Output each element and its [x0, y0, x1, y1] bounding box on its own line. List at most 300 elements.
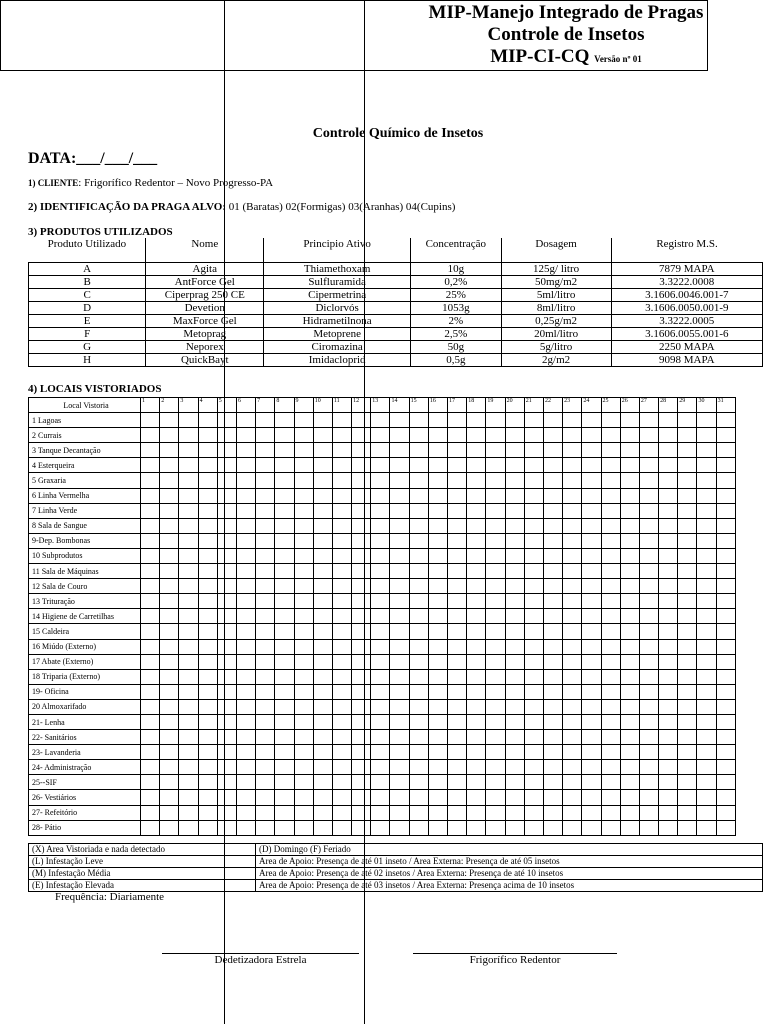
inspection-cell[interactable]	[294, 760, 313, 775]
inspection-cell[interactable]	[467, 624, 486, 639]
inspection-cell[interactable]	[332, 654, 351, 669]
inspection-cell[interactable]	[236, 760, 255, 775]
inspection-cell[interactable]	[236, 684, 255, 699]
inspection-cell[interactable]	[563, 699, 582, 714]
inspection-cell[interactable]	[428, 805, 447, 820]
inspection-cell[interactable]	[716, 775, 735, 790]
inspection-cell[interactable]	[256, 624, 275, 639]
inspection-cell[interactable]	[409, 775, 428, 790]
inspection-cell[interactable]	[601, 624, 620, 639]
inspection-cell[interactable]	[179, 443, 198, 458]
inspection-cell[interactable]	[275, 760, 294, 775]
inspection-cell[interactable]	[601, 745, 620, 760]
inspection-cell[interactable]	[332, 579, 351, 594]
inspection-cell[interactable]	[198, 684, 217, 699]
inspection-cell[interactable]	[697, 745, 716, 760]
inspection-cell[interactable]	[601, 699, 620, 714]
inspection-cell[interactable]	[524, 820, 543, 835]
inspection-cell[interactable]	[352, 790, 371, 805]
inspection-cell[interactable]	[582, 730, 601, 745]
inspection-cell[interactable]	[332, 790, 351, 805]
inspection-cell[interactable]	[352, 458, 371, 473]
inspection-cell[interactable]	[352, 760, 371, 775]
inspection-cell[interactable]	[467, 669, 486, 684]
inspection-cell[interactable]	[371, 443, 390, 458]
inspection-cell[interactable]	[256, 669, 275, 684]
inspection-cell[interactable]	[716, 699, 735, 714]
inspection-cell[interactable]	[486, 684, 505, 699]
inspection-cell[interactable]	[236, 624, 255, 639]
inspection-cell[interactable]	[543, 639, 562, 654]
inspection-cell[interactable]	[160, 609, 179, 624]
inspection-cell[interactable]	[639, 699, 658, 714]
inspection-cell[interactable]	[448, 548, 467, 563]
inspection-cell[interactable]	[582, 699, 601, 714]
inspection-cell[interactable]	[505, 639, 524, 654]
inspection-cell[interactable]	[160, 533, 179, 548]
inspection-cell[interactable]	[217, 639, 236, 654]
inspection-cell[interactable]	[390, 745, 409, 760]
inspection-cell[interactable]	[294, 790, 313, 805]
inspection-cell[interactable]	[198, 443, 217, 458]
inspection-cell[interactable]	[639, 820, 658, 835]
inspection-cell[interactable]	[217, 790, 236, 805]
inspection-cell[interactable]	[409, 609, 428, 624]
inspection-cell[interactable]	[659, 669, 678, 684]
inspection-cell[interactable]	[716, 503, 735, 518]
inspection-cell[interactable]	[371, 639, 390, 654]
inspection-cell[interactable]	[486, 488, 505, 503]
inspection-cell[interactable]	[179, 488, 198, 503]
inspection-cell[interactable]	[467, 760, 486, 775]
inspection-cell[interactable]	[620, 805, 639, 820]
inspection-cell[interactable]	[217, 745, 236, 760]
inspection-cell[interactable]	[620, 654, 639, 669]
inspection-cell[interactable]	[486, 413, 505, 428]
inspection-cell[interactable]	[256, 639, 275, 654]
inspection-cell[interactable]	[141, 488, 160, 503]
inspection-cell[interactable]	[332, 413, 351, 428]
date-field[interactable]: DATA:___/___/___	[28, 150, 158, 167]
inspection-cell[interactable]	[678, 699, 697, 714]
inspection-cell[interactable]	[371, 428, 390, 443]
inspection-cell[interactable]	[620, 548, 639, 563]
inspection-cell[interactable]	[486, 428, 505, 443]
inspection-cell[interactable]	[198, 805, 217, 820]
inspection-cell[interactable]	[294, 579, 313, 594]
inspection-cell[interactable]	[409, 564, 428, 579]
inspection-cell[interactable]	[659, 775, 678, 790]
inspection-cell[interactable]	[409, 760, 428, 775]
inspection-cell[interactable]	[256, 503, 275, 518]
inspection-cell[interactable]	[160, 624, 179, 639]
inspection-cell[interactable]	[467, 579, 486, 594]
inspection-cell[interactable]	[467, 533, 486, 548]
inspection-cell[interactable]	[390, 805, 409, 820]
inspection-cell[interactable]	[217, 594, 236, 609]
inspection-cell[interactable]	[716, 684, 735, 699]
inspection-cell[interactable]	[332, 443, 351, 458]
inspection-cell[interactable]	[160, 413, 179, 428]
inspection-cell[interactable]	[294, 473, 313, 488]
inspection-cell[interactable]	[409, 699, 428, 714]
inspection-cell[interactable]	[179, 805, 198, 820]
inspection-cell[interactable]	[313, 624, 332, 639]
inspection-cell[interactable]	[256, 790, 275, 805]
inspection-cell[interactable]	[563, 775, 582, 790]
inspection-cell[interactable]	[505, 579, 524, 594]
inspection-cell[interactable]	[582, 775, 601, 790]
inspection-cell[interactable]	[294, 533, 313, 548]
inspection-cell[interactable]	[467, 775, 486, 790]
inspection-cell[interactable]	[505, 790, 524, 805]
inspection-cell[interactable]	[524, 730, 543, 745]
inspection-cell[interactable]	[371, 488, 390, 503]
inspection-cell[interactable]	[294, 458, 313, 473]
inspection-cell[interactable]	[332, 533, 351, 548]
inspection-cell[interactable]	[275, 714, 294, 729]
inspection-cell[interactable]	[697, 609, 716, 624]
inspection-cell[interactable]	[601, 579, 620, 594]
inspection-cell[interactable]	[505, 458, 524, 473]
inspection-cell[interactable]	[217, 805, 236, 820]
inspection-cell[interactable]	[428, 548, 447, 563]
inspection-cell[interactable]	[390, 669, 409, 684]
inspection-cell[interactable]	[697, 624, 716, 639]
inspection-cell[interactable]	[294, 669, 313, 684]
inspection-cell[interactable]	[505, 488, 524, 503]
inspection-cell[interactable]	[448, 714, 467, 729]
inspection-cell[interactable]	[275, 609, 294, 624]
inspection-cell[interactable]	[371, 624, 390, 639]
inspection-cell[interactable]	[275, 639, 294, 654]
inspection-cell[interactable]	[198, 699, 217, 714]
inspection-cell[interactable]	[236, 443, 255, 458]
inspection-cell[interactable]	[697, 714, 716, 729]
inspection-cell[interactable]	[160, 488, 179, 503]
inspection-cell[interactable]	[716, 639, 735, 654]
inspection-cell[interactable]	[448, 564, 467, 579]
inspection-cell[interactable]	[505, 518, 524, 533]
inspection-cell[interactable]	[390, 790, 409, 805]
inspection-cell[interactable]	[601, 669, 620, 684]
inspection-cell[interactable]	[236, 473, 255, 488]
inspection-cell[interactable]	[697, 805, 716, 820]
inspection-cell[interactable]	[467, 413, 486, 428]
inspection-cell[interactable]	[620, 594, 639, 609]
inspection-cell[interactable]	[371, 730, 390, 745]
inspection-cell[interactable]	[409, 594, 428, 609]
inspection-cell[interactable]	[601, 714, 620, 729]
inspection-cell[interactable]	[352, 820, 371, 835]
inspection-cell[interactable]	[160, 518, 179, 533]
inspection-cell[interactable]	[505, 760, 524, 775]
inspection-cell[interactable]	[160, 699, 179, 714]
inspection-cell[interactable]	[256, 473, 275, 488]
inspection-cell[interactable]	[659, 473, 678, 488]
inspection-cell[interactable]	[697, 654, 716, 669]
inspection-cell[interactable]	[678, 413, 697, 428]
inspection-cell[interactable]	[332, 488, 351, 503]
inspection-cell[interactable]	[275, 594, 294, 609]
inspection-cell[interactable]	[563, 594, 582, 609]
inspection-cell[interactable]	[582, 443, 601, 458]
inspection-cell[interactable]	[505, 548, 524, 563]
inspection-cell[interactable]	[697, 413, 716, 428]
inspection-cell[interactable]	[448, 820, 467, 835]
inspection-cell[interactable]	[256, 805, 275, 820]
inspection-cell[interactable]	[409, 488, 428, 503]
inspection-cell[interactable]	[275, 745, 294, 760]
inspection-cell[interactable]	[428, 790, 447, 805]
inspection-cell[interactable]	[428, 609, 447, 624]
inspection-cell[interactable]	[486, 518, 505, 533]
inspection-cell[interactable]	[678, 564, 697, 579]
inspection-cell[interactable]	[467, 503, 486, 518]
inspection-cell[interactable]	[352, 579, 371, 594]
inspection-cell[interactable]	[409, 548, 428, 563]
inspection-cell[interactable]	[716, 518, 735, 533]
inspection-cell[interactable]	[524, 533, 543, 548]
inspection-cell[interactable]	[371, 654, 390, 669]
inspection-cell[interactable]	[179, 684, 198, 699]
inspection-cell[interactable]	[582, 518, 601, 533]
inspection-cell[interactable]	[505, 428, 524, 443]
inspection-cell[interactable]	[275, 443, 294, 458]
inspection-cell[interactable]	[198, 609, 217, 624]
inspection-cell[interactable]	[428, 714, 447, 729]
inspection-cell[interactable]	[697, 699, 716, 714]
inspection-cell[interactable]	[179, 639, 198, 654]
inspection-cell[interactable]	[352, 518, 371, 533]
inspection-cell[interactable]	[294, 684, 313, 699]
inspection-cell[interactable]	[639, 609, 658, 624]
inspection-cell[interactable]	[160, 820, 179, 835]
inspection-cell[interactable]	[313, 413, 332, 428]
inspection-cell[interactable]	[352, 624, 371, 639]
inspection-cell[interactable]	[217, 473, 236, 488]
inspection-cell[interactable]	[524, 518, 543, 533]
inspection-cell[interactable]	[716, 730, 735, 745]
inspection-cell[interactable]	[390, 639, 409, 654]
inspection-cell[interactable]	[428, 443, 447, 458]
inspection-cell[interactable]	[563, 533, 582, 548]
inspection-cell[interactable]	[275, 413, 294, 428]
inspection-cell[interactable]	[582, 548, 601, 563]
inspection-cell[interactable]	[428, 518, 447, 533]
inspection-cell[interactable]	[524, 805, 543, 820]
inspection-cell[interactable]	[236, 714, 255, 729]
inspection-cell[interactable]	[524, 790, 543, 805]
inspection-cell[interactable]	[678, 428, 697, 443]
inspection-cell[interactable]	[678, 790, 697, 805]
inspection-cell[interactable]	[371, 518, 390, 533]
inspection-cell[interactable]	[563, 760, 582, 775]
inspection-cell[interactable]	[236, 805, 255, 820]
inspection-cell[interactable]	[390, 684, 409, 699]
inspection-cell[interactable]	[294, 413, 313, 428]
inspection-cell[interactable]	[275, 533, 294, 548]
inspection-cell[interactable]	[179, 730, 198, 745]
inspection-cell[interactable]	[601, 760, 620, 775]
inspection-cell[interactable]	[390, 428, 409, 443]
inspection-cell[interactable]	[179, 745, 198, 760]
inspection-cell[interactable]	[256, 730, 275, 745]
inspection-cell[interactable]	[141, 413, 160, 428]
inspection-cell[interactable]	[236, 820, 255, 835]
inspection-cell[interactable]	[294, 639, 313, 654]
inspection-cell[interactable]	[716, 714, 735, 729]
inspection-cell[interactable]	[141, 594, 160, 609]
inspection-cell[interactable]	[448, 684, 467, 699]
inspection-cell[interactable]	[639, 730, 658, 745]
inspection-cell[interactable]	[371, 458, 390, 473]
inspection-cell[interactable]	[141, 745, 160, 760]
inspection-cell[interactable]	[659, 714, 678, 729]
inspection-cell[interactable]	[601, 458, 620, 473]
inspection-cell[interactable]	[563, 488, 582, 503]
inspection-cell[interactable]	[332, 775, 351, 790]
inspection-cell[interactable]	[659, 413, 678, 428]
inspection-cell[interactable]	[524, 473, 543, 488]
inspection-cell[interactable]	[563, 548, 582, 563]
inspection-cell[interactable]	[716, 820, 735, 835]
inspection-cell[interactable]	[236, 775, 255, 790]
inspection-cell[interactable]	[352, 609, 371, 624]
inspection-cell[interactable]	[697, 790, 716, 805]
inspection-cell[interactable]	[313, 745, 332, 760]
inspection-cell[interactable]	[639, 760, 658, 775]
inspection-cell[interactable]	[620, 428, 639, 443]
inspection-cell[interactable]	[332, 564, 351, 579]
inspection-cell[interactable]	[217, 654, 236, 669]
inspection-cell[interactable]	[428, 458, 447, 473]
inspection-cell[interactable]	[198, 714, 217, 729]
inspection-cell[interactable]	[448, 473, 467, 488]
inspection-cell[interactable]	[217, 413, 236, 428]
inspection-cell[interactable]	[601, 413, 620, 428]
inspection-cell[interactable]	[275, 473, 294, 488]
inspection-cell[interactable]	[198, 730, 217, 745]
inspection-cell[interactable]	[275, 654, 294, 669]
inspection-cell[interactable]	[716, 594, 735, 609]
inspection-cell[interactable]	[428, 594, 447, 609]
inspection-cell[interactable]	[563, 609, 582, 624]
inspection-cell[interactable]	[198, 488, 217, 503]
inspection-cell[interactable]	[179, 458, 198, 473]
inspection-cell[interactable]	[601, 548, 620, 563]
inspection-cell[interactable]	[275, 579, 294, 594]
inspection-cell[interactable]	[678, 548, 697, 563]
inspection-cell[interactable]	[294, 594, 313, 609]
inspection-cell[interactable]	[448, 503, 467, 518]
inspection-cell[interactable]	[160, 458, 179, 473]
inspection-cell[interactable]	[428, 684, 447, 699]
inspection-cell[interactable]	[352, 775, 371, 790]
inspection-cell[interactable]	[294, 714, 313, 729]
inspection-cell[interactable]	[236, 458, 255, 473]
inspection-cell[interactable]	[467, 458, 486, 473]
inspection-cell[interactable]	[659, 790, 678, 805]
inspection-cell[interactable]	[620, 518, 639, 533]
inspection-cell[interactable]	[524, 579, 543, 594]
inspection-cell[interactable]	[601, 775, 620, 790]
inspection-cell[interactable]	[620, 639, 639, 654]
inspection-cell[interactable]	[332, 820, 351, 835]
inspection-cell[interactable]	[160, 639, 179, 654]
inspection-cell[interactable]	[352, 443, 371, 458]
inspection-cell[interactable]	[563, 503, 582, 518]
inspection-cell[interactable]	[639, 639, 658, 654]
inspection-cell[interactable]	[352, 684, 371, 699]
inspection-cell[interactable]	[543, 684, 562, 699]
inspection-cell[interactable]	[179, 503, 198, 518]
inspection-cell[interactable]	[179, 699, 198, 714]
inspection-cell[interactable]	[141, 669, 160, 684]
inspection-cell[interactable]	[409, 458, 428, 473]
inspection-cell[interactable]	[678, 714, 697, 729]
inspection-cell[interactable]	[217, 564, 236, 579]
inspection-cell[interactable]	[160, 654, 179, 669]
inspection-cell[interactable]	[524, 609, 543, 624]
inspection-cell[interactable]	[332, 548, 351, 563]
inspection-cell[interactable]	[601, 805, 620, 820]
inspection-cell[interactable]	[236, 639, 255, 654]
inspection-cell[interactable]	[217, 443, 236, 458]
inspection-cell[interactable]	[141, 503, 160, 518]
inspection-cell[interactable]	[256, 760, 275, 775]
inspection-cell[interactable]	[390, 654, 409, 669]
inspection-cell[interactable]	[467, 820, 486, 835]
inspection-cell[interactable]	[313, 699, 332, 714]
inspection-cell[interactable]	[659, 820, 678, 835]
inspection-cell[interactable]	[313, 669, 332, 684]
inspection-cell[interactable]	[141, 518, 160, 533]
inspection-cell[interactable]	[524, 503, 543, 518]
inspection-cell[interactable]	[563, 428, 582, 443]
inspection-cell[interactable]	[371, 503, 390, 518]
inspection-cell[interactable]	[160, 745, 179, 760]
inspection-cell[interactable]	[160, 760, 179, 775]
inspection-cell[interactable]	[198, 518, 217, 533]
inspection-cell[interactable]	[236, 730, 255, 745]
inspection-cell[interactable]	[639, 805, 658, 820]
inspection-cell[interactable]	[582, 413, 601, 428]
inspection-cell[interactable]	[428, 564, 447, 579]
inspection-cell[interactable]	[524, 745, 543, 760]
inspection-cell[interactable]	[409, 820, 428, 835]
inspection-cell[interactable]	[217, 503, 236, 518]
inspection-cell[interactable]	[563, 730, 582, 745]
inspection-cell[interactable]	[179, 518, 198, 533]
inspection-cell[interactable]	[601, 564, 620, 579]
inspection-cell[interactable]	[601, 503, 620, 518]
inspection-cell[interactable]	[275, 699, 294, 714]
inspection-cell[interactable]	[275, 820, 294, 835]
inspection-cell[interactable]	[543, 594, 562, 609]
inspection-cell[interactable]	[390, 820, 409, 835]
inspection-cell[interactable]	[428, 760, 447, 775]
inspection-cell[interactable]	[716, 548, 735, 563]
inspection-cell[interactable]	[543, 669, 562, 684]
inspection-cell[interactable]	[678, 639, 697, 654]
inspection-cell[interactable]	[620, 790, 639, 805]
inspection-cell[interactable]	[582, 488, 601, 503]
inspection-cell[interactable]	[448, 579, 467, 594]
inspection-cell[interactable]	[256, 820, 275, 835]
inspection-cell[interactable]	[659, 699, 678, 714]
inspection-cell[interactable]	[505, 609, 524, 624]
